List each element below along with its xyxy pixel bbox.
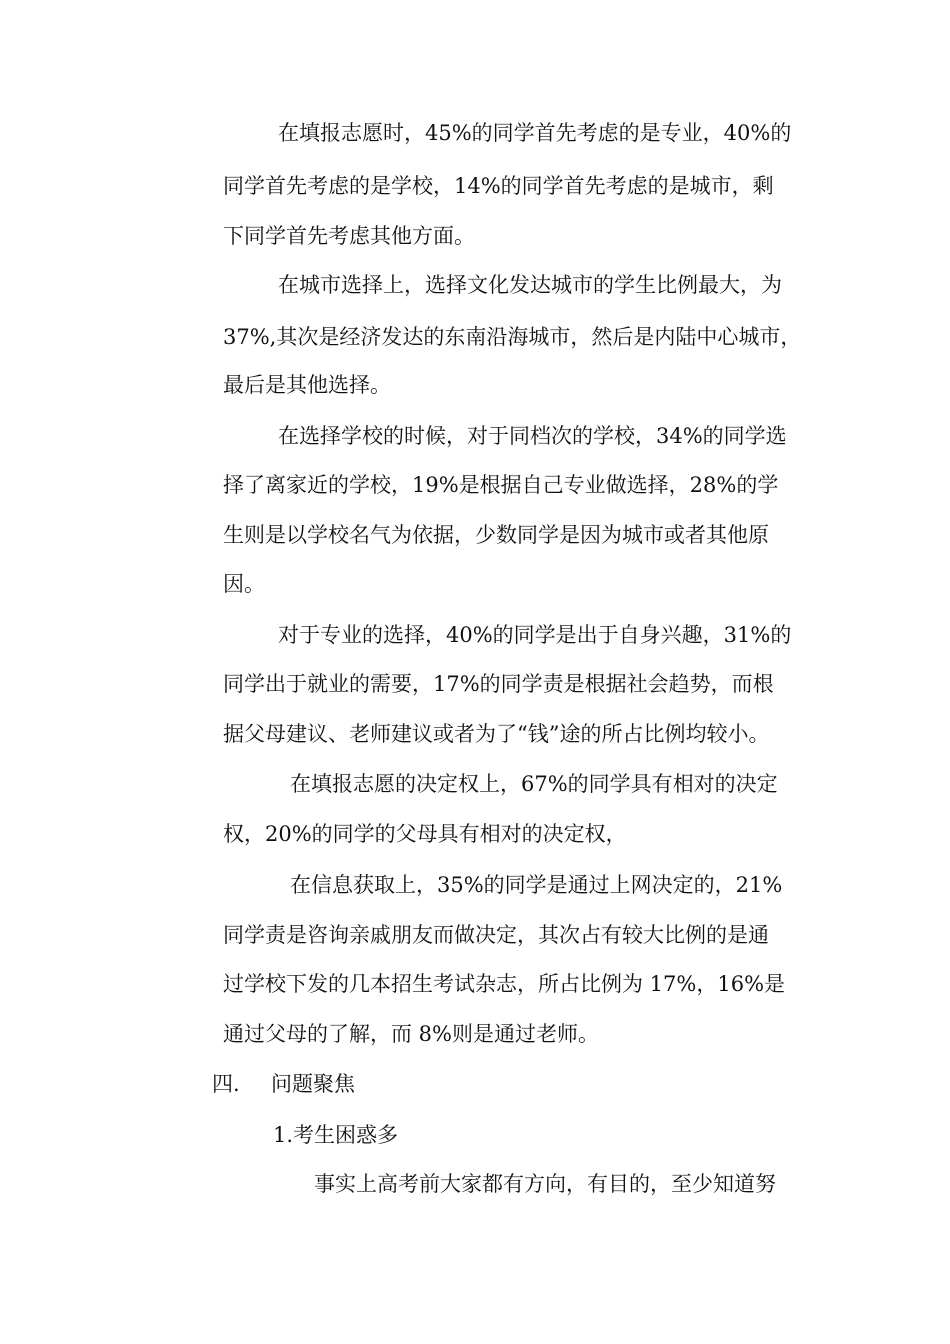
- paragraph-6-line-4: 通过父母的了解，而 8%则是通过老师。: [223, 1022, 599, 1046]
- paragraph-1-line-3: 下同学首先考虑其他方面。: [223, 224, 475, 248]
- subsection-heading: 1.考生困惑多: [273, 1123, 399, 1147]
- paragraph-6-line-3: 过学校下发的几本招生考试杂志，所占比例为 17%，16%是: [223, 972, 786, 996]
- paragraph-4-line-1: 对于专业的选择，40%的同学是出于自身兴趣，31%的: [278, 623, 792, 647]
- paragraph-6-line-2: 同学责是咨询亲戚朋友而做决定，其次占有较大比例的是通: [223, 923, 769, 947]
- paragraph-2-line-3: 最后是其他选择。: [223, 373, 391, 397]
- paragraph-2-line-1: 在城市选择上，选择文化发达城市的学生比例最大，为: [278, 273, 782, 297]
- section-number: 四.: [212, 1072, 240, 1096]
- paragraph-4-line-3: 据父母建议、老师建议或者为了“钱”途的所占比例均较小。: [223, 722, 770, 746]
- paragraph-3-line-4: 因。: [223, 572, 265, 596]
- paragraph-5-line-2: 权，20%的同学的父母具有相对的决定权，: [223, 822, 627, 846]
- section-heading: 问题聚焦: [271, 1072, 355, 1096]
- paragraph-7-line-1: 事实上高考前大家都有方向，有目的，至少知道努: [314, 1172, 776, 1196]
- paragraph-3-line-3: 生则是以学校名气为依据，少数同学是因为城市或者其他原: [223, 523, 769, 547]
- paragraph-3-line-2: 择了离家近的学校，19%是根据自己专业做选择，28%的学: [223, 473, 779, 497]
- paragraph-1-line-1: 在填报志愿时，45%的同学首先考虑的是专业，40%的: [278, 121, 792, 145]
- paragraph-4-line-2: 同学出于就业的需要，17%的同学责是根据社会趋势，而根: [223, 672, 774, 696]
- paragraph-3-line-1: 在选择学校的时候，对于同档次的学校，34%的同学选: [278, 424, 787, 448]
- paragraph-5-line-1: 在填报志愿的决定权上，67%的同学具有相对的决定: [290, 772, 778, 796]
- paragraph-6-line-1: 在信息获取上，35%的同学是通过上网决定的，21%: [290, 873, 783, 897]
- paragraph-1-line-2: 同学首先考虑的是学校，14%的同学首先考虑的是城市，剩: [223, 174, 774, 198]
- paragraph-2-line-2: 37%,其次是经济发达的东南沿海城市，然后是内陆中心城市，: [223, 325, 802, 349]
